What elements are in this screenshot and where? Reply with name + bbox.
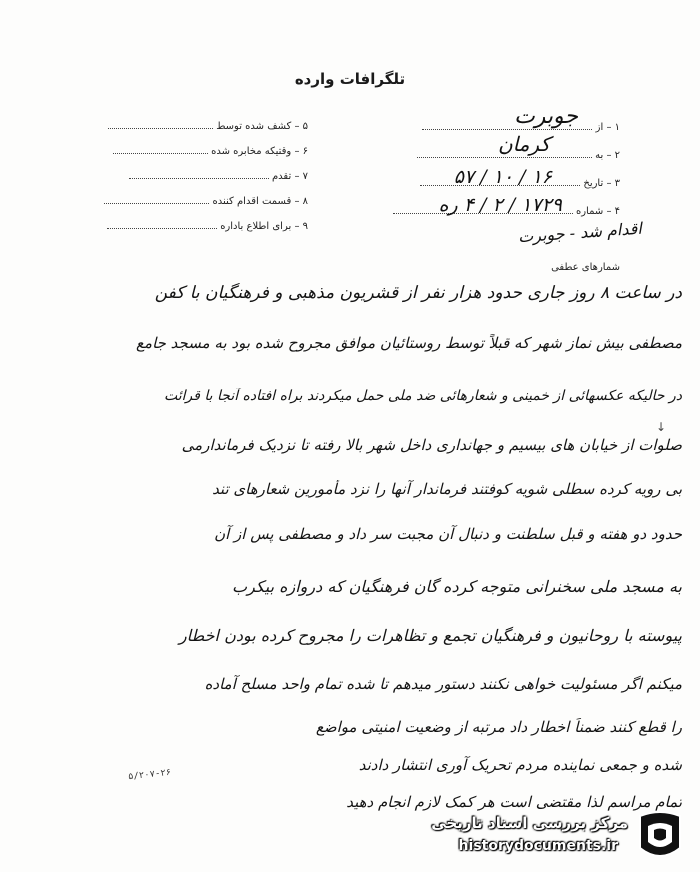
form-field-date: ۳ – تاریخ	[420, 178, 620, 189]
form-field-for-info: ۹ – برای اطلاع باداره	[107, 221, 308, 232]
form-field-action-section: ۸ – قسمت اقدام کننده	[104, 196, 308, 207]
body-line: در ساعت ۸ روز جاری حدود هزار نفر از قشریون مذهبی و فرهنگیان با کفن	[154, 283, 682, 303]
document-title: تلگرافات وارده	[294, 70, 406, 88]
form-field-number: ۴ – شماره	[393, 206, 620, 217]
body-line: در حالیکه عکسهائی از خمینی و شعارهائی ضد ملی حمل میکردند براه افتاده آنجا با قرائت	[164, 388, 682, 404]
from-value: جوبرت	[514, 104, 578, 129]
body-line: میکنم اگر مسئولیت خواهی نکنند دستور میدهم تا شده تمام واحد مسلح آماده	[204, 675, 682, 693]
form-field-decoded-by: ۵ – کشف شده توسط	[108, 121, 308, 132]
margin-mark: ↓	[655, 420, 666, 434]
form-field-from: ۱ – از	[422, 122, 620, 133]
body-line: بی رویه کرده سطلی شویه کوفتند فرماندار آنها را نزد مأمورین شعارهای تند	[212, 480, 682, 498]
body-line: پیوسته با روحانیون و فرهنگیان تجمع و تظاهرات را مجروح کرده بودن اخطار	[178, 626, 682, 645]
number-value: ۱۷۲۹ / ۲ / ۴ ره	[438, 194, 562, 216]
to-value: کرمان	[497, 132, 550, 156]
form-field-priority: ۷ – تقدم	[129, 171, 308, 182]
date-value: ۱۶ / ۱۰ / ۵۷	[453, 166, 552, 188]
body-line: حدود دو هفته و قبل سلطنت و دنبال آن مجبت سر داد و مصطفی پس از آن	[214, 525, 682, 543]
form-field-sent-time: ۶ – وقتیکه مخابره شده	[113, 146, 308, 157]
body-line: را قطع کنند ضمناً اخطار داد مرتبه از وضعیت امنیتی مواضع	[315, 718, 682, 736]
body-line: صلوات از خیابان های بیسیم و جهانداری داخل شهر بالا رفته تا نزدیک فرماندارمی	[181, 436, 682, 454]
form-field-to: ۲ – به	[417, 150, 620, 161]
body-line: مصطفی بیش نماز شهر که قبلاً توسط روستائیان موافق مجروح شده بود به مسجد جامع	[136, 334, 682, 352]
code-label: شمارهای عطفی	[551, 262, 620, 273]
watermark-url: historydocuments.ir	[458, 838, 618, 854]
action-note: اقدام شد - جوبرت	[517, 218, 643, 247]
body-line: تمام مراسم لذا مقتضی است هر کمک لازم انجام دهید	[346, 793, 682, 811]
body-line: شده و جمعی نماینده مردم تحریک آوری انتشار دادند	[358, 756, 682, 774]
body-line: به مسجد ملی سخنرانی متوجه کرده گان فرهنگیان که دروازه بیکرب	[232, 577, 682, 596]
archive-logo-icon	[634, 808, 686, 864]
watermark-title: مرکز بررسی اسناد تاریخی	[431, 814, 628, 832]
footer-date: ۵/۲۰۷-۲۶	[127, 767, 172, 783]
